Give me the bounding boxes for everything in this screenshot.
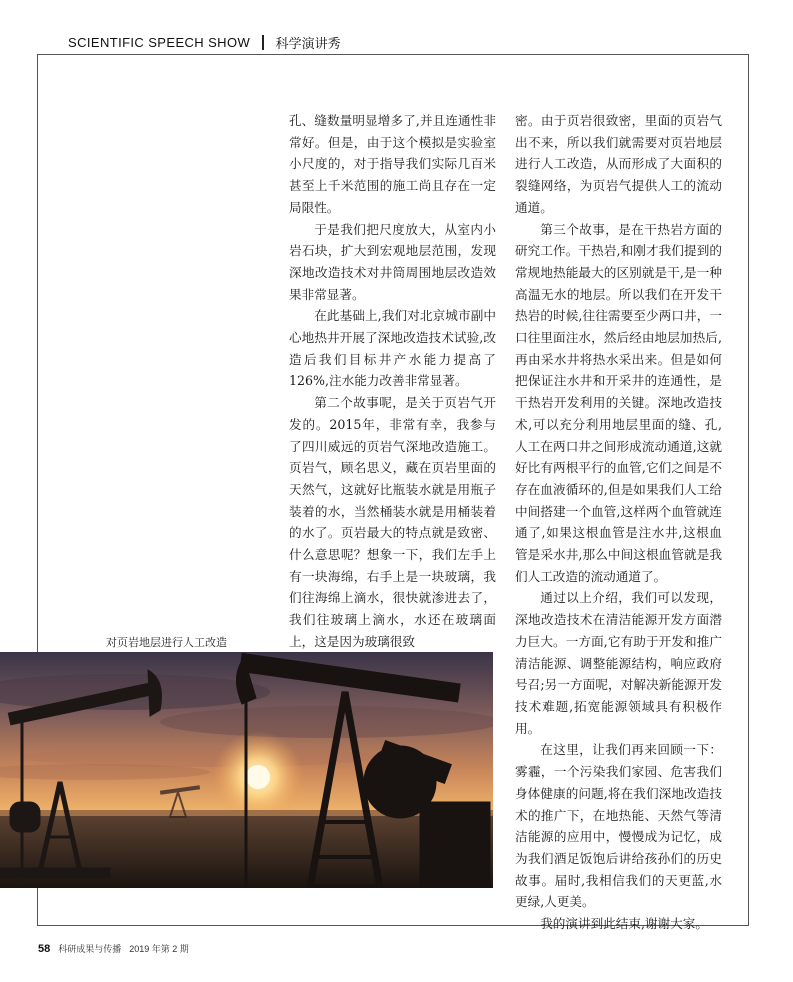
- paragraph: 第二个故事呢，是关于页岩气开发的。2015年，非常有幸，我参与了四川威远的页岩气深地改造施工。页岩气，顾名思义，藏在页岩里面的天然气，这就好比瓶装水就是用瓶子装着的水，当然桶装水就是用桶装着的水了。页岩最大的特点就是致密、什么意思呢？想象一下，我们左手上有一块海绵，右手上是一块玻璃，我们往海绵上滴水，很快就渗进去了，我们往玻璃上滴水，水还在玻璃面上，这是因为玻璃很致: [289, 395, 496, 649]
- running-header: [68, 33, 341, 51]
- issue-label: 2019 年第 2 期: [129, 944, 189, 954]
- paragraph: 我的演讲到此结束,谢谢大家。: [540, 916, 708, 932]
- right-text-column: [515, 110, 722, 935]
- oil-pumpjack-sunset-photo: [0, 652, 493, 888]
- page-number: 58: [38, 943, 51, 955]
- paragraph: 密。由于页岩很致密，里面的页岩气出不来，所以我们就需要对页岩地层进行人工改造，从而形成了大面积的裂缝网络，为页岩气提供人工的流动通道。: [515, 113, 722, 215]
- section-title-zh: 科学演讲秀: [275, 35, 341, 51]
- paragraph: 于是我们把尺度放大，从室内小岩石块，扩大到宏观地层范围，发现深地改造技术对井筒周围地层改造效果非常显著。: [289, 221, 496, 302]
- section-title-en: SCIENTIFIC SPEECH SHOW: [68, 34, 251, 50]
- paragraph: 在此基础上,我们对北京城市副中心地热井开展了深地改造技术试验,改造后我们目标井产水能力提高了126%,注水能力改善非常显著。: [289, 308, 496, 389]
- publication-name: 科研成果与传播: [58, 944, 122, 954]
- figure-caption: 对页岩地层进行人工改造: [106, 637, 227, 649]
- paragraph: 在这里，让我们再来回顾一下：雾霾，一个污染我们家园、危害我们身体健康的问题,将在我们深地改造技术的推广下，在地热能、天然气等清洁能源的应用中，慢慢成为记忆，成为我们酒足饭饱后讲给孩孙们的历史故事。届时,我相信我们的天更蓝,水更绿,人更美。: [515, 742, 722, 910]
- page-footer: [38, 942, 189, 955]
- paragraph: 通过以上介绍，我们可以发现，深地改造技术在清洁能源开发方面潜力巨大。一方面,它有助于开发和推广清洁能源、调整能源结构，响应政府号召;另一方面呢，对解决新能源开发技术难题,拓宽能源领域具有积极作用。: [515, 590, 722, 736]
- paragraph: 第三个故事，是在干热岩方面的研究工作。干热岩,和刚才我们提到的常规地热能最大的区别就是干,是一种高温无水的地层。所以我们在开发干热岩的时候,往往需要至少两口井，一口往里面注水，然后经由地层加热后,再由采水井将热水采出来。但是如何把保证注水井和开采井的连通性，是干热岩开发利用的关键。深地改造技术,可以充分利用地层里面的缝、孔,人工在两口井之间形成流动通道,这就好比有两根平行的血管,它们之间是不存在血液循环的,但是如果我们人工给中间搭建一个血管,这样两个血管就连通了,如果这根血管是注水井,这根血管是采水井,那么中间这根血管就是我们人工改造的流动通道了。: [515, 221, 722, 584]
- paragraph: 孔、缝数量明显增多了,并且连通性非常好。但是，由于这个模拟是实验室小尺度的，对于指导我们实际几百米甚至上千米范围的施工尚且存在一定局限性。: [289, 113, 496, 215]
- left-text-column: [289, 110, 496, 653]
- header-divider: [262, 35, 264, 50]
